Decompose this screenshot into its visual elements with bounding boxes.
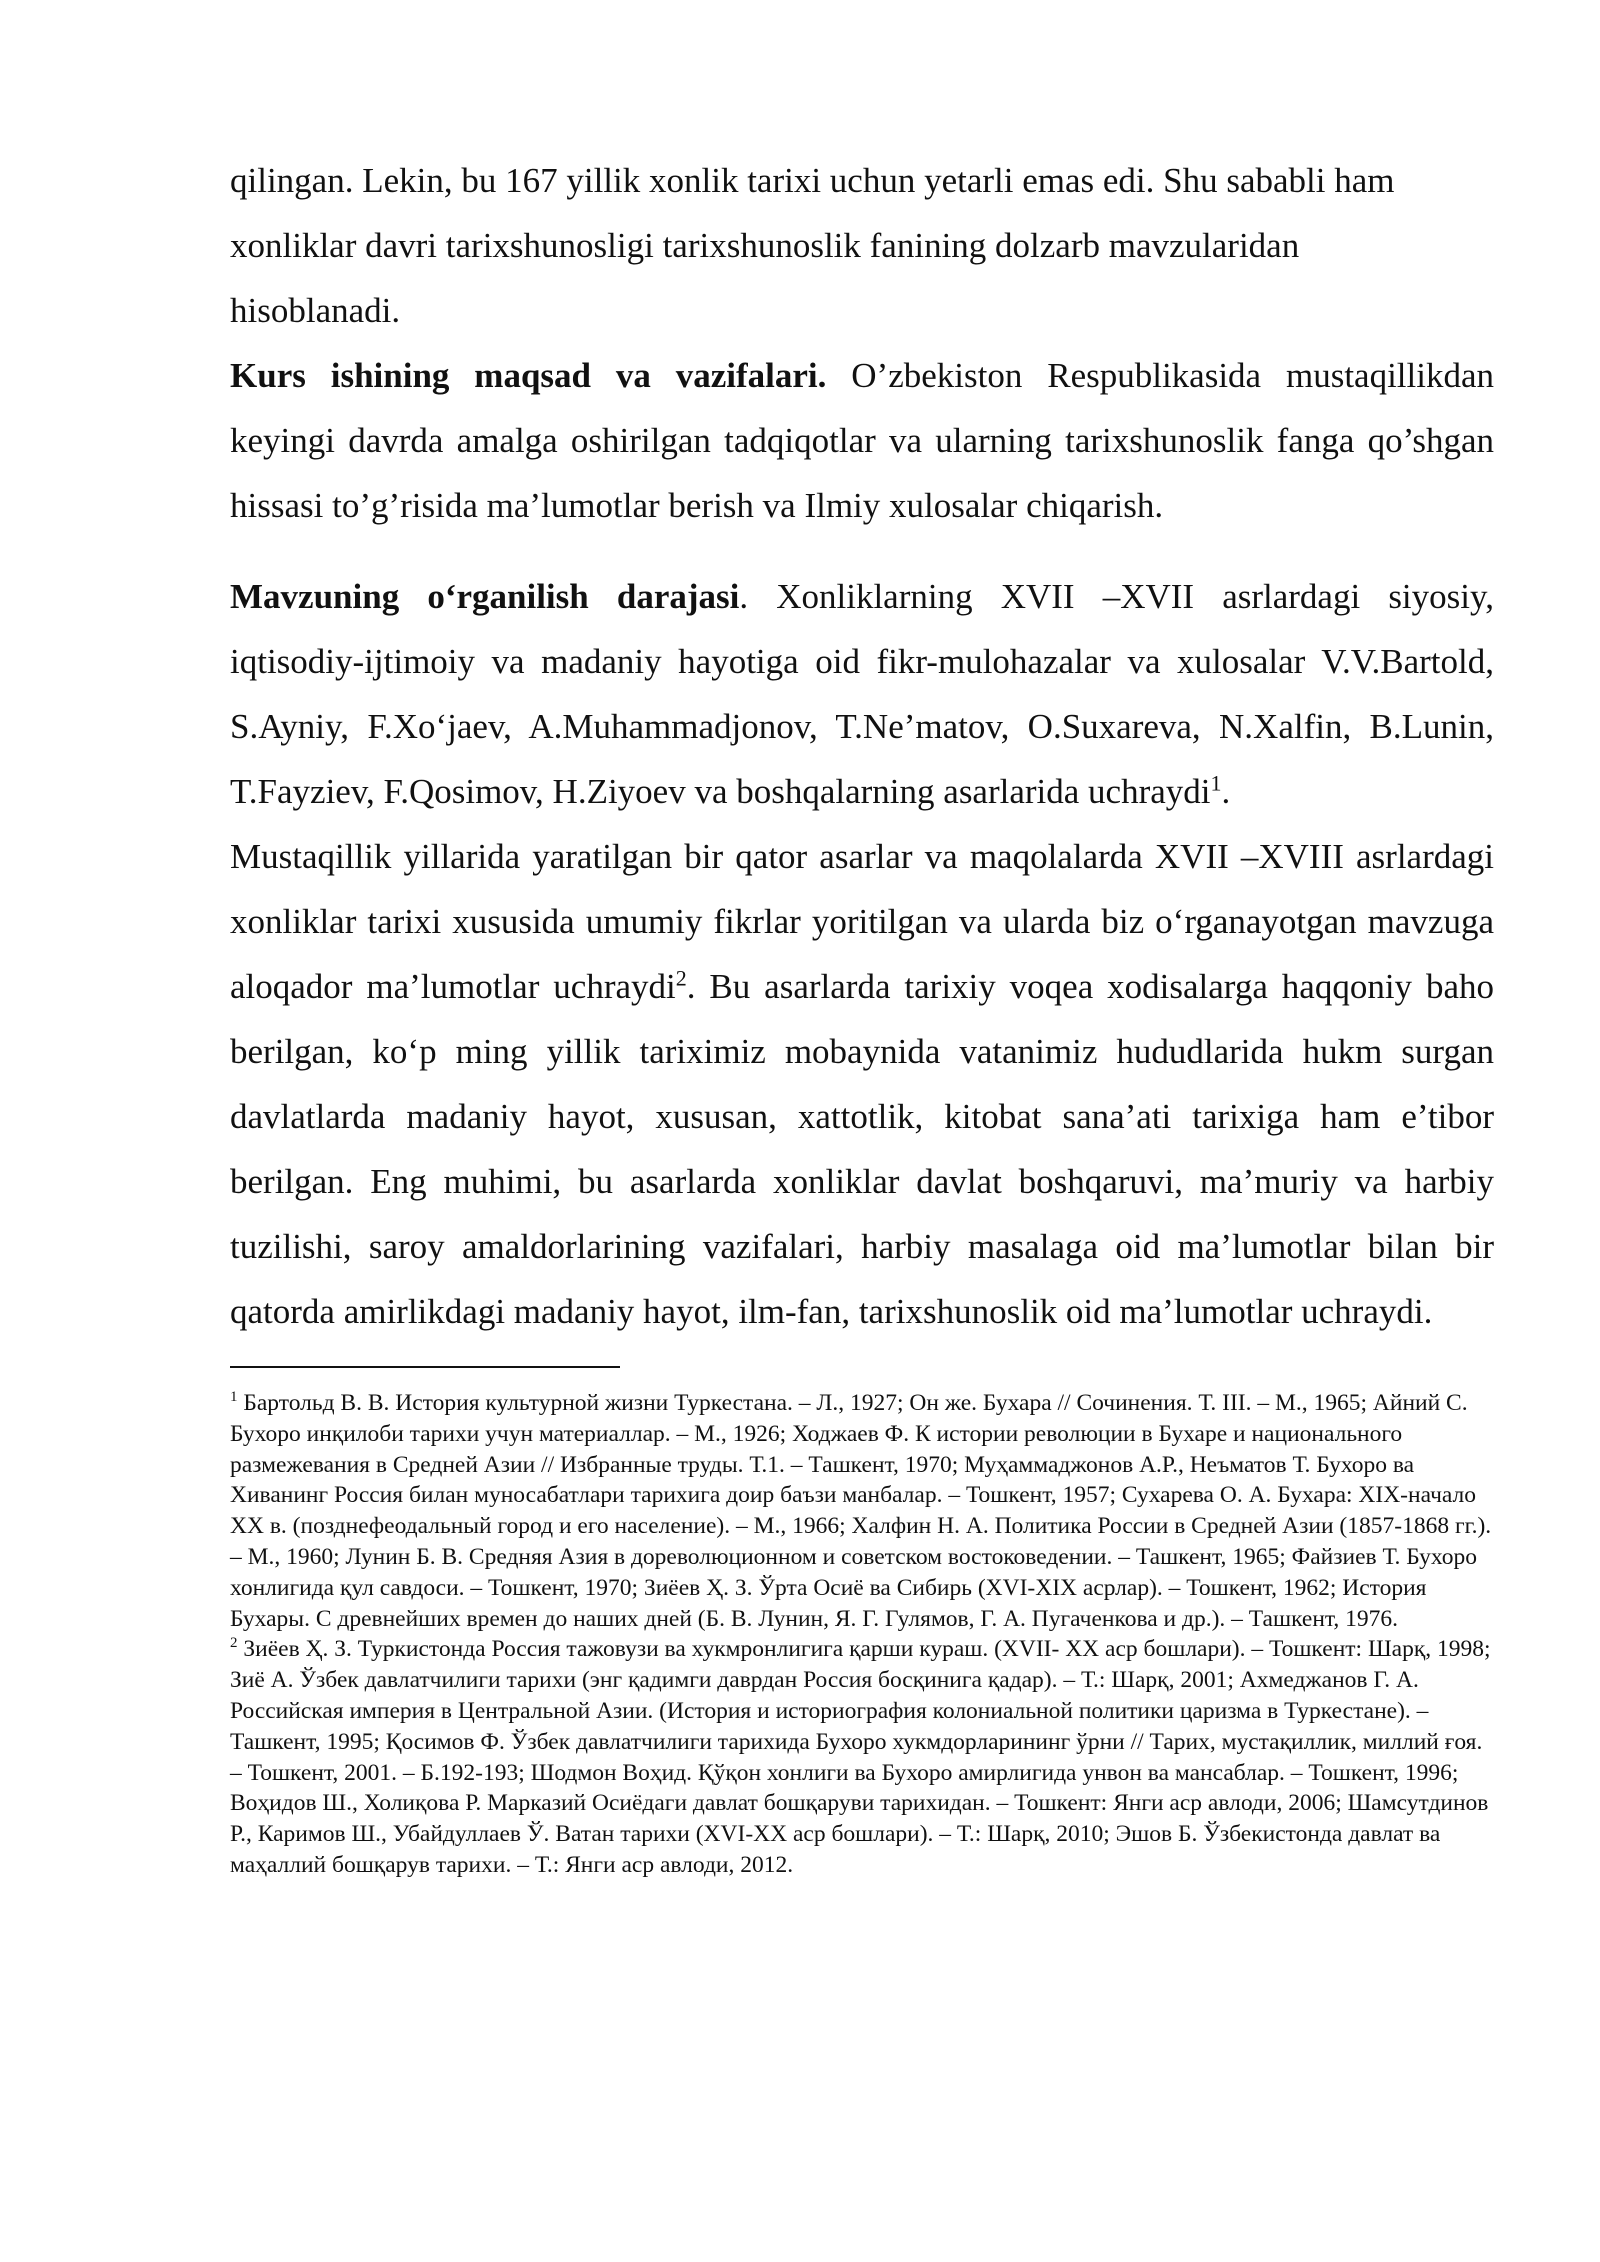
independence-text-a: Mustaqillik yillarida yaratilgan bir qator asarlar va maqolalarda XVII –XVIII asrlardagi xonliklar tarixi xususida umumiy fikrlar yoritilgan va ularda biz o‘rganayotgan mavzuga aloqador ma’lumotlar uchraydi — [230, 837, 1494, 1006]
goals-heading: Kurs ishining maqsad va vazifalari. — [230, 356, 827, 395]
independence-text-b: . Bu asarlarda tarixiy voqea xodisalarga haqqoniy baho berilgan, ko‘p ming yillik tariximiz mobaynida vatanimiz hududlarida hukm surgan davlatlarda madaniy hayot, xususan, xattotlik, kitobat sana’ati tarixiga ham e’tibor berilgan. Eng muhimi, bu asarlarda xonliklar davlat boshqaruvi, ma’muriy va harbiy tuzilishi, saroy amaldorlarining vazifalari, harbiy masalaga oid ma’lumotlar bilan bir qatorda amirlikdagi madaniy hayot, ilm-fan, tarixshunoslik oid ma’lumotlar uchraydi. — [230, 967, 1495, 1331]
study-level-text: . Xonliklarning XVII –XVII asrlardagi siyosiy, iqtisodiy-ijtimoiy va madaniy hayotiga oid fikr-mulohazalar va xulosalar V.V.Bartold, S.Ayniy, F.Xo‘jaev, A.Muhammadjonov, T.Ne’matov, O.Suxareva, N.Xalfin, B.Lunin, T.Fayziev, F.Qosimov, H.Ziyoev va boshqalarning asarlarida uchraydi — [230, 577, 1494, 811]
paragraph-goals — [230, 343, 1494, 538]
footnote-2 — [230, 1634, 1494, 1880]
footnote-text: Бартольд В. В. История культурной жизни Туркестана. – Л., 1927; Он же. Бухара // Сочинения. Т. III. – М., 1965; Айний С. Бухоро инқилоби тарихи учун материаллар. – М., 1926; Ходжаев Ф. К истории революции в Бухаре и национального размежевания в Средней Азии // Избранные труды. Т.1. – Ташкент, 1970; Муҳаммаджонов А.Р., Неъматов Т. Бухоро ва Хиванинг Россия билан муносабатлари тарихига доир баъзи манбалар. – Тошкент, 1957; Сухарева О. А. Бухара: XIX-начало XX в. (позднефеодальный город и его население). – М., 1966; Халфин Н. А. Политика России в Средней Азии (1857-1868 гг.). – М., 1960; Лунин Б. В. Средняя Азия в дореволюционном и советском востоковедении. – Ташкент, 1965; Файзиев Т. Бухоро хонлигида қул савдоси. – Тошкент, 1970; Зиёев Ҳ. З. Ўрта Осиё ва Сибирь (XVI-XIX асрлар). – Тошкент, 1962; История Бухары. С древнейших времен до наших дней (Б. В. Лунин, Я. Г. Гулямов, Г. А. Пугаченкова и др.). – Ташкент, 1976. — [230, 1390, 1492, 1632]
document-page — [230, 148, 1494, 1881]
study-level-heading: Mavzuning o‘rganilish darajasi — [230, 577, 740, 616]
footnote-ref-1[interactable]: 1 — [1210, 770, 1222, 796]
footnote-number: 2 — [230, 1635, 238, 1652]
footnote-text: Зиёев Ҳ. З. Туркистонда Россия тажовузи ва хукмронлигига қарши кураш. (XVII- XX аср бошлари). – Тошкент: Шарқ, 1998; Зиё А. Ўзбек давлатчилиги тарихи (энг қадимги даврдан Россия босқинига қадар). – Т.: Шарқ, 2001; Ахмеджанов Г. А. Российская империя в Центральной Азии. (История и историография колониальной политики царизма в Туркестане). – Ташкент, 1995; Қосимов Ф. Ўзбек давлатчилиги тарихида Бухоро хукмдорларининг ўрни // Тарих, мустақиллик, миллий ғоя. – Тошкент, 2001. – Б.192-193; Шодмон Воҳид. Қўқон хонлиги ва Бухоро амирлигида унвон ва мансаблар. – Тошкент, 1996; Воҳидов Ш., Холиқова Р. Марказий Осиёдаги давлат бошқаруви тарихидан. – Тошкент: Янги аср авлоди, 2006; Шамсутдинов Р., Каримов Ш., Убайдуллаев Ў. Ватан тарихи (XVI-XX аср бошлари). – Т.: Шарқ, 2010; Эшов Б. Ўзбекистонда давлат ва маҳаллий бошқарув тарихи. – Т.: Янги аср авлоди, 2012. — [230, 1636, 1491, 1878]
footnote-ref-2[interactable]: 2 — [675, 965, 687, 991]
study-level-end: . — [1221, 772, 1231, 811]
paragraph-study-level — [230, 564, 1494, 824]
goals-text: O’zbekiston Respublikasida mustaqillikdan keyingi davrda amalga oshirilgan tadqiqotlar va ularning tarixshunoslik fanga qo’shgan hissasi to’g’risida ma’lumotlar berish va Ilmiy xulosalar chiqarish. — [230, 356, 1495, 525]
paragraph-independence — [230, 824, 1494, 1344]
text-line: hisoblanadi. — [230, 291, 401, 330]
footnote-separator — [230, 1366, 620, 1368]
footnote-1 — [230, 1388, 1494, 1634]
paragraph-intro — [230, 148, 1494, 343]
text-line: qilingan. Lekin, bu 167 yillik xonlik tarixi uchun yetarli emas edi. Shu sababli ham — [230, 161, 1395, 200]
text-line: xonliklar davri tarixshunosligi tarixshunoslik fanining dolzarb mavzularidan — [230, 226, 1300, 265]
footnote-number: 1 — [230, 1389, 238, 1406]
